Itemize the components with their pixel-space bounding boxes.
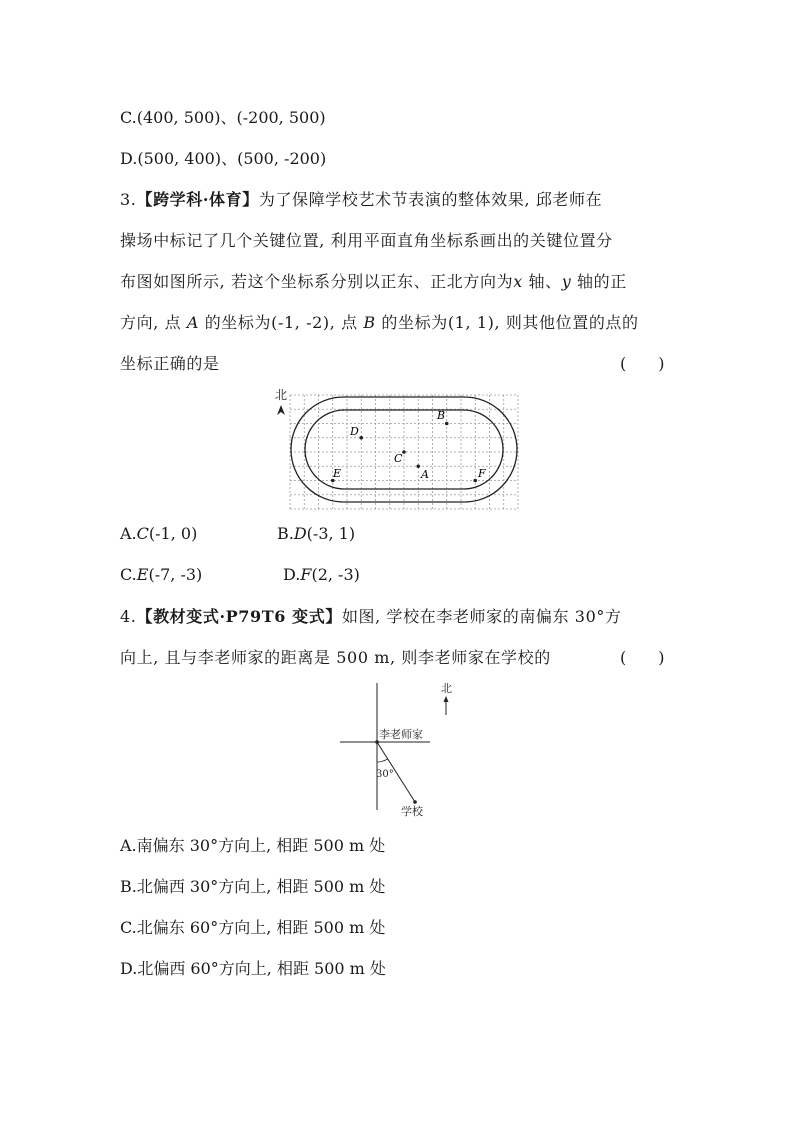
q3-option-d-prefix: D. xyxy=(283,565,301,584)
x-variable: x xyxy=(513,272,523,291)
q3-option-a-prefix: A. xyxy=(120,524,137,543)
q4-tag: 【教材变式·P79T6 变式】 xyxy=(136,607,342,626)
q3-option-c-coords: (-7, -3) xyxy=(148,565,203,584)
q3-option-c-prefix: C. xyxy=(120,565,137,584)
q3-text-1: 为了保障学校艺术节表演的整体效果, 邱老师在 xyxy=(258,190,603,209)
q3-text-3b: 轴、 xyxy=(522,272,562,291)
q4-line-2: 向上, 且与李老师家的距离是 500 m, 则李老师家在学校的 xyxy=(120,648,551,667)
point-f-label: F xyxy=(478,467,486,480)
school-label: 学校 xyxy=(401,805,423,818)
q3-answer-paren: ( ) xyxy=(620,354,665,373)
q3-option-d-point: F xyxy=(300,565,312,584)
q3-line-3 xyxy=(120,272,627,292)
angle-arc xyxy=(377,759,388,762)
q3-option-b-point: D xyxy=(293,524,307,543)
q3-option-c-point: E xyxy=(136,565,149,584)
q3-track-figure xyxy=(270,385,530,515)
q3-text-4c: 的坐标为(1, 1), 则其他位置的点的 xyxy=(375,313,639,332)
q4-option-d: D.北偏西 60°方向上, 相距 500 m 处 xyxy=(120,959,386,978)
q3-text-4b: 的坐标为(-1, -2), 点 xyxy=(199,313,364,332)
north-arrow-icon xyxy=(277,405,285,415)
q4-direction-figure xyxy=(335,678,475,818)
q3-option-d-coords: (2, -3) xyxy=(311,565,360,584)
point-b-label: B xyxy=(363,313,376,332)
point-f xyxy=(473,467,486,482)
point-b-fig-label: B xyxy=(437,409,446,422)
q4-answer-paren: ( ) xyxy=(620,648,665,667)
home-label: 李老师家 xyxy=(379,728,423,741)
q3-text-4a: 方向, 点 xyxy=(120,313,187,332)
q3-text-3c: 轴的正 xyxy=(571,272,627,291)
q3-option-a xyxy=(120,524,197,544)
north-arrow-icon-q4 xyxy=(444,696,449,702)
q3-option-a-coords: (-1, 0) xyxy=(148,524,198,543)
q3-option-c xyxy=(120,565,202,585)
north-label: 北 xyxy=(275,388,288,402)
q3-option-d xyxy=(283,565,360,585)
q3-tag: 【跨学科·体育】 xyxy=(136,190,259,209)
q2-option-c: C.(400, 500)、(-200, 500) xyxy=(120,108,326,127)
q4-option-c: C.北偏东 60°方向上, 相距 500 m 处 xyxy=(120,918,386,937)
q4-line-1 xyxy=(120,607,622,627)
point-e-label: E xyxy=(333,467,342,480)
q3-option-b-prefix: B. xyxy=(277,524,294,543)
q3-line-5: 坐标正确的是 xyxy=(120,354,220,373)
q3-text-3a: 布图如图所示, 若这个坐标系分别以正东、正北方向为 xyxy=(120,272,514,291)
q4-number: 4. xyxy=(120,607,137,626)
y-variable: y xyxy=(561,272,572,291)
point-c xyxy=(394,450,406,465)
point-a-label: A xyxy=(186,313,200,332)
q3-option-b-coords: (-3, 1) xyxy=(306,524,356,543)
point-c-label: C xyxy=(394,452,403,465)
q3-line-4 xyxy=(120,313,639,333)
north-label-q4: 北 xyxy=(441,682,452,695)
q3-option-a-point: C xyxy=(136,524,149,543)
point-d-label: D xyxy=(350,425,359,438)
q3-number: 3. xyxy=(120,190,137,209)
q3-line-1 xyxy=(120,190,602,210)
q4-option-b: B.北偏西 30°方向上, 相距 500 m 处 xyxy=(120,877,386,896)
point-a-fig-label: A xyxy=(421,468,429,481)
q4-text-1: 如图, 学校在李老师家的南偏东 30°方 xyxy=(341,607,622,626)
q2-option-d: D.(500, 400)、(500, -200) xyxy=(120,149,327,168)
q3-line-2: 操场中标记了几个关键位置, 利用平面直角坐标系画出的关键位置分 xyxy=(120,231,613,250)
school-point xyxy=(413,800,417,804)
q4-option-a: A.南偏东 30°方向上, 相距 500 m 处 xyxy=(120,836,386,855)
angle-label: 30° xyxy=(376,769,394,780)
point-e xyxy=(331,467,341,482)
q3-option-b xyxy=(277,524,355,544)
